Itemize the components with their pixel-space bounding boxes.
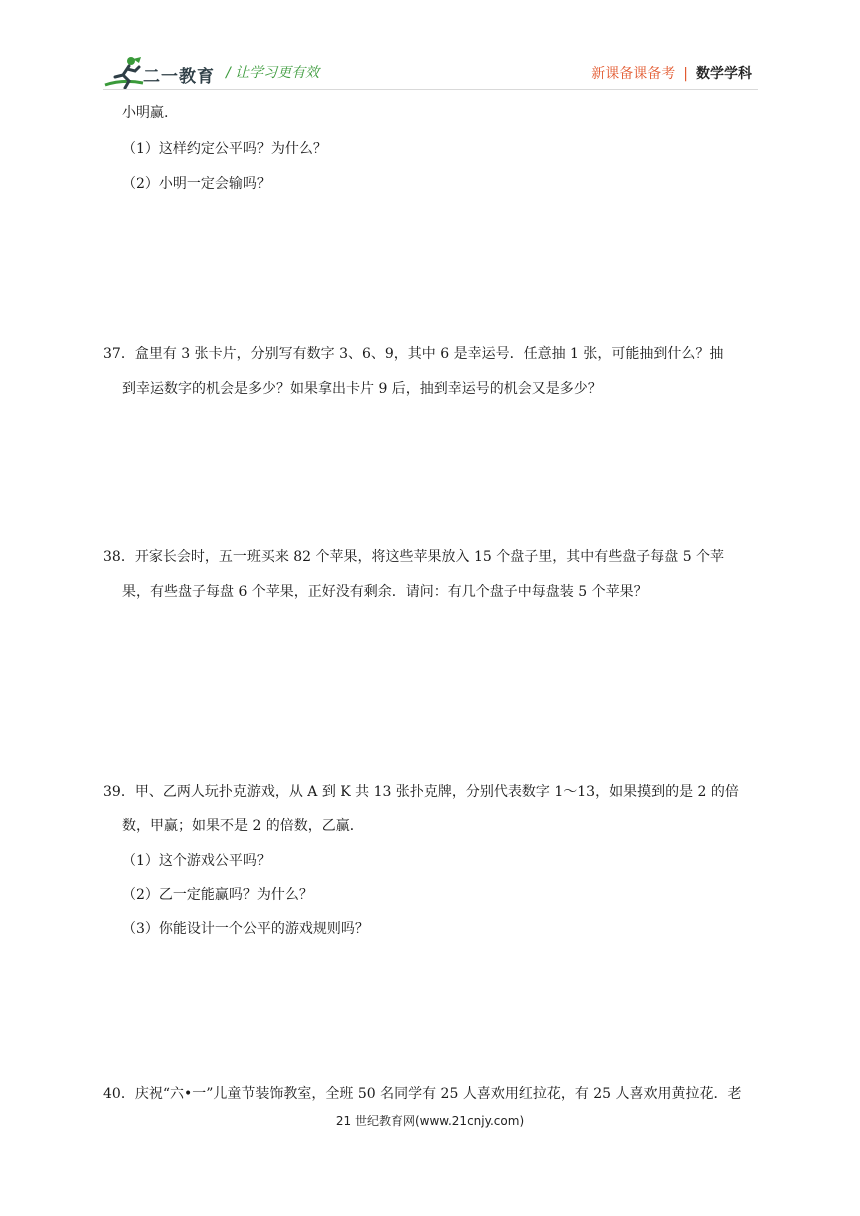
q36-sub2: （2）小明一定会输吗？ — [122, 176, 271, 192]
q39-sub2: （2）乙一定能赢吗？为什么？ — [122, 887, 313, 903]
q38-line2: 果，有些盘子每盘 6 个苹果，正好没有剩余．请问：有几个盘子中每盘装 5 个苹果？ — [122, 584, 648, 600]
q38-line1: 38．开家长会时，五一班买来 82 个苹果，将这些苹果放入 15 个盘子里，其中有些盘子每盘 5 个苹 — [103, 549, 725, 565]
q39-line2: 数，甲赢；如果不是 2 的倍数，乙赢． — [122, 818, 364, 834]
q36-tail: 小明赢. — [122, 105, 169, 121]
prep-label: 新课备课备考 — [591, 66, 676, 82]
subject-label: 数学学科 — [696, 66, 752, 82]
q40-line1: 40．庆祝“六•一”儿童节装饰教室，全班 50 名同学有 25 人喜欢用红拉花，有 25 人喜欢用黄拉花．老 — [103, 1086, 742, 1102]
q37-line1: 37．盒里有 3 张卡片，分别写有数字 3、6、9，其中 6 是幸运号．任意抽 1 张，可能抽到什么？抽 — [103, 346, 724, 362]
page-header — [0, 0, 860, 100]
page-footer: 21 世纪教育网(www.21cnjy.com) — [335, 1114, 525, 1128]
header-divider — [103, 89, 758, 90]
q36-sub1: （1）这样约定公平吗？为什么？ — [122, 141, 327, 157]
q37-line2: 到幸运数字的机会是多少？如果拿出卡片 9 后，抽到幸运号的机会又是多少？ — [122, 381, 602, 397]
slogan: / 让学习更有效 — [226, 65, 320, 81]
q39-sub1: （1）这个游戏公平吗？ — [122, 853, 271, 869]
logo-text: 二一教育 — [143, 67, 215, 87]
q39-line1: 39．甲、乙两人玩扑克游戏，从 A 到 K 共 13 张扑克牌，分别代表数字 1～13，如果摸到的是 2 的倍 — [103, 784, 739, 800]
header-right — [591, 63, 752, 83]
q39-sub3: （3）你能设计一个公平的游戏规则吗？ — [122, 921, 369, 937]
header-separator: | — [683, 66, 688, 82]
